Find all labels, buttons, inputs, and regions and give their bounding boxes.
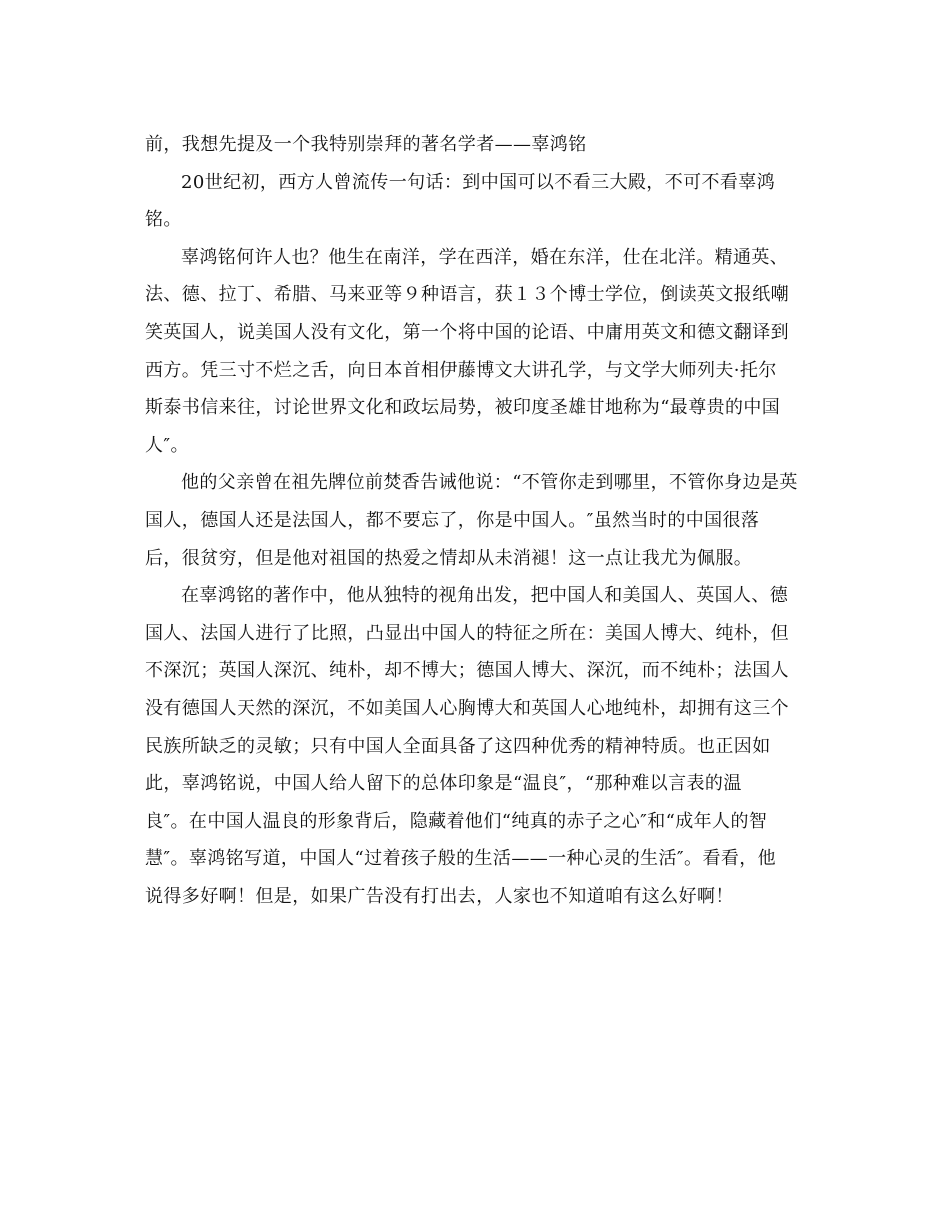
- text-line: 法、德、拉丁、希腊、马来亚等９种语言，获１３个博士学位，倒读英文报纸嘲: [145, 284, 789, 306]
- document-body: [145, 126, 809, 915]
- text-line: 没有德国人天然的深沉，不如美国人心胸博大和英国人心地纯朴，却拥有这三个: [145, 697, 789, 719]
- text-line: 斯泰书信来往，讨论世界文化和政坛局势，被印度圣雄甘地称为“最尊贵的中国: [145, 397, 781, 419]
- text-line: 良″。在中国人温良的形象背后，隐藏着他们“纯真的赤子之心″和“成年人的智: [145, 810, 768, 832]
- text-line: 前，我想先提及一个我特别崇拜的著名学者——辜鸿铭: [145, 134, 587, 155]
- text-line: 国人、法国人进行了比照，凸显出中国人的特征之所在：美国人博大、纯朴，但: [145, 622, 789, 644]
- text-line: 民族所缺乏的灵敏；只有中国人全面具备了这四种优秀的精神特质。也正因如: [145, 735, 771, 757]
- text-line: 慧″。辜鸿铭写道，中国人“过着孩子般的生活——一种心灵的生活″。看看，他: [145, 848, 777, 870]
- text-line: 笑英国人，说美国人没有文化，第一个将中国的论语、中庸用英文和德文翻译到: [145, 321, 789, 343]
- text-line: 后，很贫穷，但是他对祖国的热爱之情却从未消褪！这一点让我尤为佩服。: [145, 547, 753, 569]
- text-line: 说得多好啊！但是，如果广告没有打出去，人家也不知道咱有这么好啊！: [145, 885, 734, 907]
- paragraph-first-line: 20世纪初，西方人曾流传一句话：到中国可以不看三大殿，不可不看辜鸿: [181, 171, 776, 193]
- paragraph-first-line: 辜鸿铭何许人也？他生在南洋，学在西洋，婚在东洋，仕在北洋。精通英、: [181, 246, 789, 268]
- paragraph-first-line: 在辜鸿铭的著作中，他从独特的视角出发，把中国人和美国人、英国人、德: [181, 585, 789, 607]
- text-line: 人″。: [145, 434, 189, 456]
- text-line: 此，辜鸿铭说，中国人给人留下的总体印象是“温良″，“那种难以言表的温: [145, 773, 742, 795]
- text-line: 西方。凭三寸不烂之舌，向日本首相伊藤博文大讲孔学，与文学大师列夫·托尔: [145, 359, 777, 381]
- text-line: 不深沉；英国人深沉、纯朴，却不博大；德国人博大、深沉，而不纯朴；法国人: [145, 660, 789, 682]
- text-line: 国人，德国人还是法国人，都不要忘了，你是中国人。″虽然当时的中国很落: [145, 509, 760, 531]
- paragraph-first-line: 他的父亲曾在祖先牌位前焚香告诫他说：“不管你走到哪里，不管你身边是英: [181, 472, 798, 494]
- text-line: 铭。: [145, 209, 182, 231]
